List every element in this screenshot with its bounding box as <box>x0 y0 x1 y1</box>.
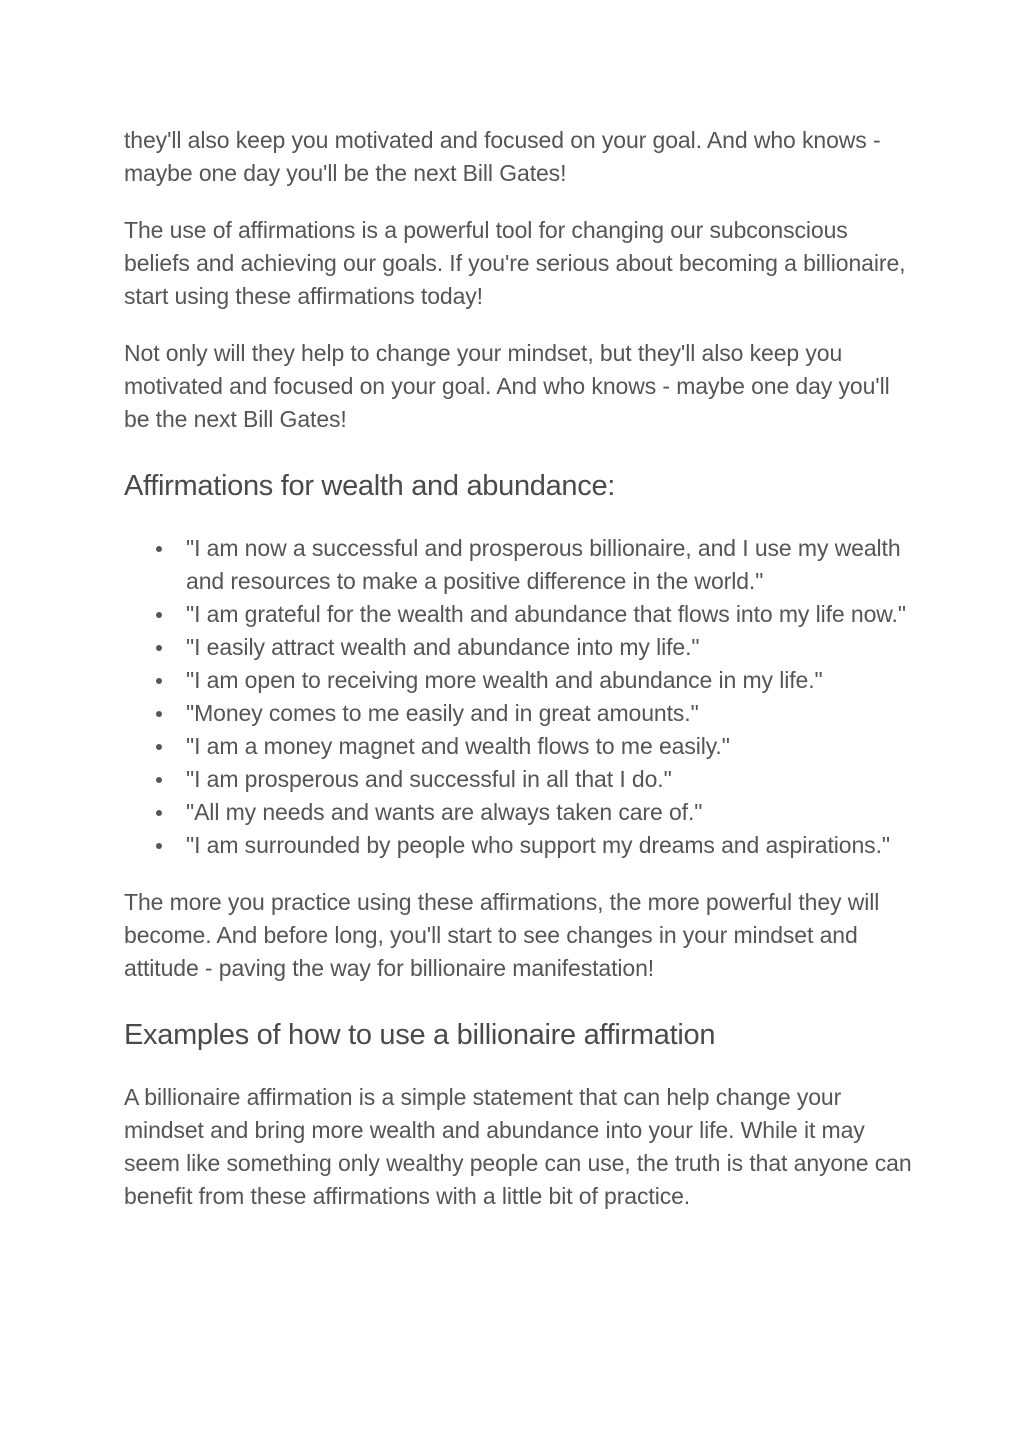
list-item-text: "I easily attract wealth and abundance into my life." <box>186 634 700 660</box>
list-item-text: "I am open to receiving more wealth and abundance in my life." <box>186 667 823 693</box>
bullet-icon <box>156 843 162 849</box>
bullet-icon <box>156 546 162 552</box>
list-item-text: "All my needs and wants are always taken care of." <box>186 799 703 825</box>
bullet-icon <box>156 612 162 618</box>
list-item-text: "I am surrounded by people who support my dreams and aspirations." <box>186 832 890 858</box>
list-item-text: "Money comes to me easily and in great amounts." <box>186 700 699 726</box>
list-item <box>186 664 914 697</box>
list-item-text: "I am grateful for the wealth and abundance that flows into my life now." <box>186 601 906 627</box>
bullet-icon <box>156 678 162 684</box>
list-item <box>186 631 914 664</box>
list-item <box>186 598 914 631</box>
list-item <box>186 829 914 862</box>
bullet-icon <box>156 777 162 783</box>
list-item <box>186 763 914 796</box>
list-item <box>186 697 914 730</box>
bullet-icon <box>156 744 162 750</box>
list-item-text: "I am a money magnet and wealth flows to me easily." <box>186 733 730 759</box>
intro-paragraph-1: they'll also keep you motivated and focused on your goal. And who knows - maybe one day you'll be the next Bill Gates! <box>124 127 881 186</box>
bullet-icon <box>156 810 162 816</box>
wealth-section-heading: Affirmations for wealth and abundance: <box>124 470 616 502</box>
affirmation-list <box>124 532 914 862</box>
wealth-closing-paragraph: The more you practice using these affirmations, the more powerful they will become. And before long, you'll start to see changes in your mindset and attitude - paving the way for billionaire manifestation! <box>124 889 880 981</box>
list-item <box>186 730 914 763</box>
bullet-icon <box>156 645 162 651</box>
list-item-text: "I am now a successful and prosperous billionaire, and I use my wealth and resources to make a positive difference in the world." <box>186 535 901 594</box>
intro-paragraph-3: Not only will they help to change your mindset, but they'll also keep you motivated and focused on your goal. And who knows - maybe one day you'll be the next Bill Gates! <box>124 340 890 432</box>
examples-section-heading: Examples of how to use a billionaire affirmation <box>124 1019 716 1051</box>
list-item-text: "I am prosperous and successful in all that I do." <box>186 766 672 792</box>
bullet-icon <box>156 711 162 717</box>
intro-paragraph-2: The use of affirmations is a powerful tool for changing our subconscious beliefs and achieving our goals. If you're serious about becoming a billionaire, start using these affirmations today! <box>124 217 906 309</box>
examples-paragraph: A billionaire affirmation is a simple statement that can help change your mindset and bring more wealth and abundance into your life. While it may seem like something only wealthy people can use, the truth is that anyone can benefit from these affirmations with a little bit of practice. <box>124 1084 912 1209</box>
document-page <box>124 124 914 1237</box>
list-item <box>186 796 914 829</box>
list-item <box>186 532 914 598</box>
